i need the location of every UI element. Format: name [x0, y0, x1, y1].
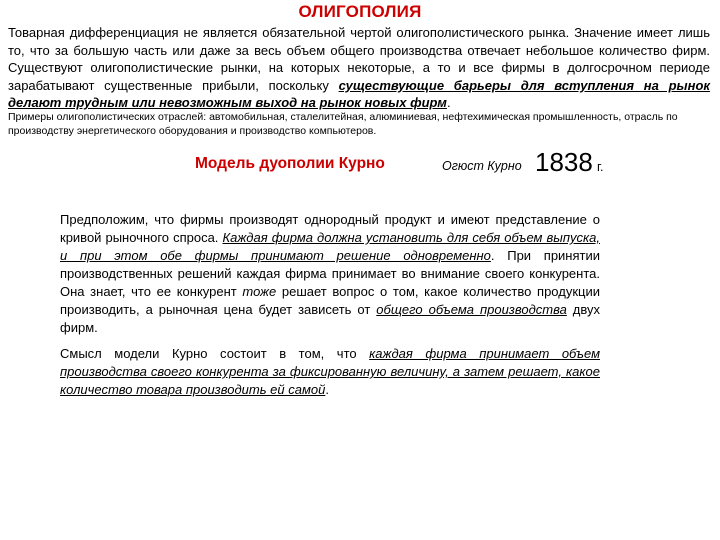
- p1-emphasis-total-output: общего объема производства: [376, 302, 567, 317]
- meaning-paragraph: [60, 345, 600, 399]
- model-year: 1838: [535, 147, 593, 177]
- assumption-paragraph: [60, 211, 600, 337]
- p1-emphasis-decision: Каждая фирма должна установить для себя объем выпуска, и при этом обе фирмы принимают решение одновременно: [60, 230, 600, 263]
- intro-text: Товарная дифференциация не является обязательной чертой олигополистического рынка. Значение имеет лишь то, что за большую часть или даже за весь объем общего производства отвечает небольшое количество фирм. Существуют олигополистические рынки, на которых некоторые, а то и все фирмы в долгосрочном периоде зарабатывают существенные прибыли, поскольку: [8, 25, 710, 93]
- p2-part-c: .: [325, 382, 329, 397]
- intro-paragraph: [8, 24, 710, 112]
- intro-barriers-emphasis: существующие барьеры для вступления на рынок делают трудным или невозможным выход на рынок новых фирм: [8, 77, 710, 111]
- model-year-unit: г.: [597, 160, 604, 174]
- model-author: Огюст Курно: [442, 159, 522, 173]
- p1-emphasis-also: тоже: [242, 284, 277, 299]
- p1-part-e: решает вопрос о том, какое количество продукции производить, а рыночная цена будет зависеть от: [60, 284, 600, 317]
- examples-note: Примеры олигополистических отраслей: автомобильная, сталелитейная, алюминиевая, нефтехимическая промышленность, отрасль по производству энергетического оборудования и производство компьютеров.: [8, 111, 678, 137]
- page-title: ОЛИГОПОЛИЯ: [298, 2, 422, 21]
- p2-part-a: Смысл модели Курно состоит в том, что: [60, 346, 370, 361]
- p1-part-a: Предположим, что фирмы производят однородный продукт и имеют представление о кривой рыночного спроса.: [60, 212, 600, 245]
- model-title: Модель дуополии Курно: [195, 155, 385, 172]
- p1-part-g: двух фирм.: [60, 302, 600, 335]
- p1-part-c: . При принятии производственных решений каждая фирма принимает во внимание своего конкурента. Она знает, что ее конкурент: [60, 248, 601, 299]
- p2-emphasis-meaning: каждая фирма принимает объем производства своего конкурента за фиксированную величину, а затем решает, какое количество товара производить ей самой: [60, 346, 600, 397]
- model-heading-row: [0, 147, 720, 184]
- intro-end: .: [446, 95, 451, 111]
